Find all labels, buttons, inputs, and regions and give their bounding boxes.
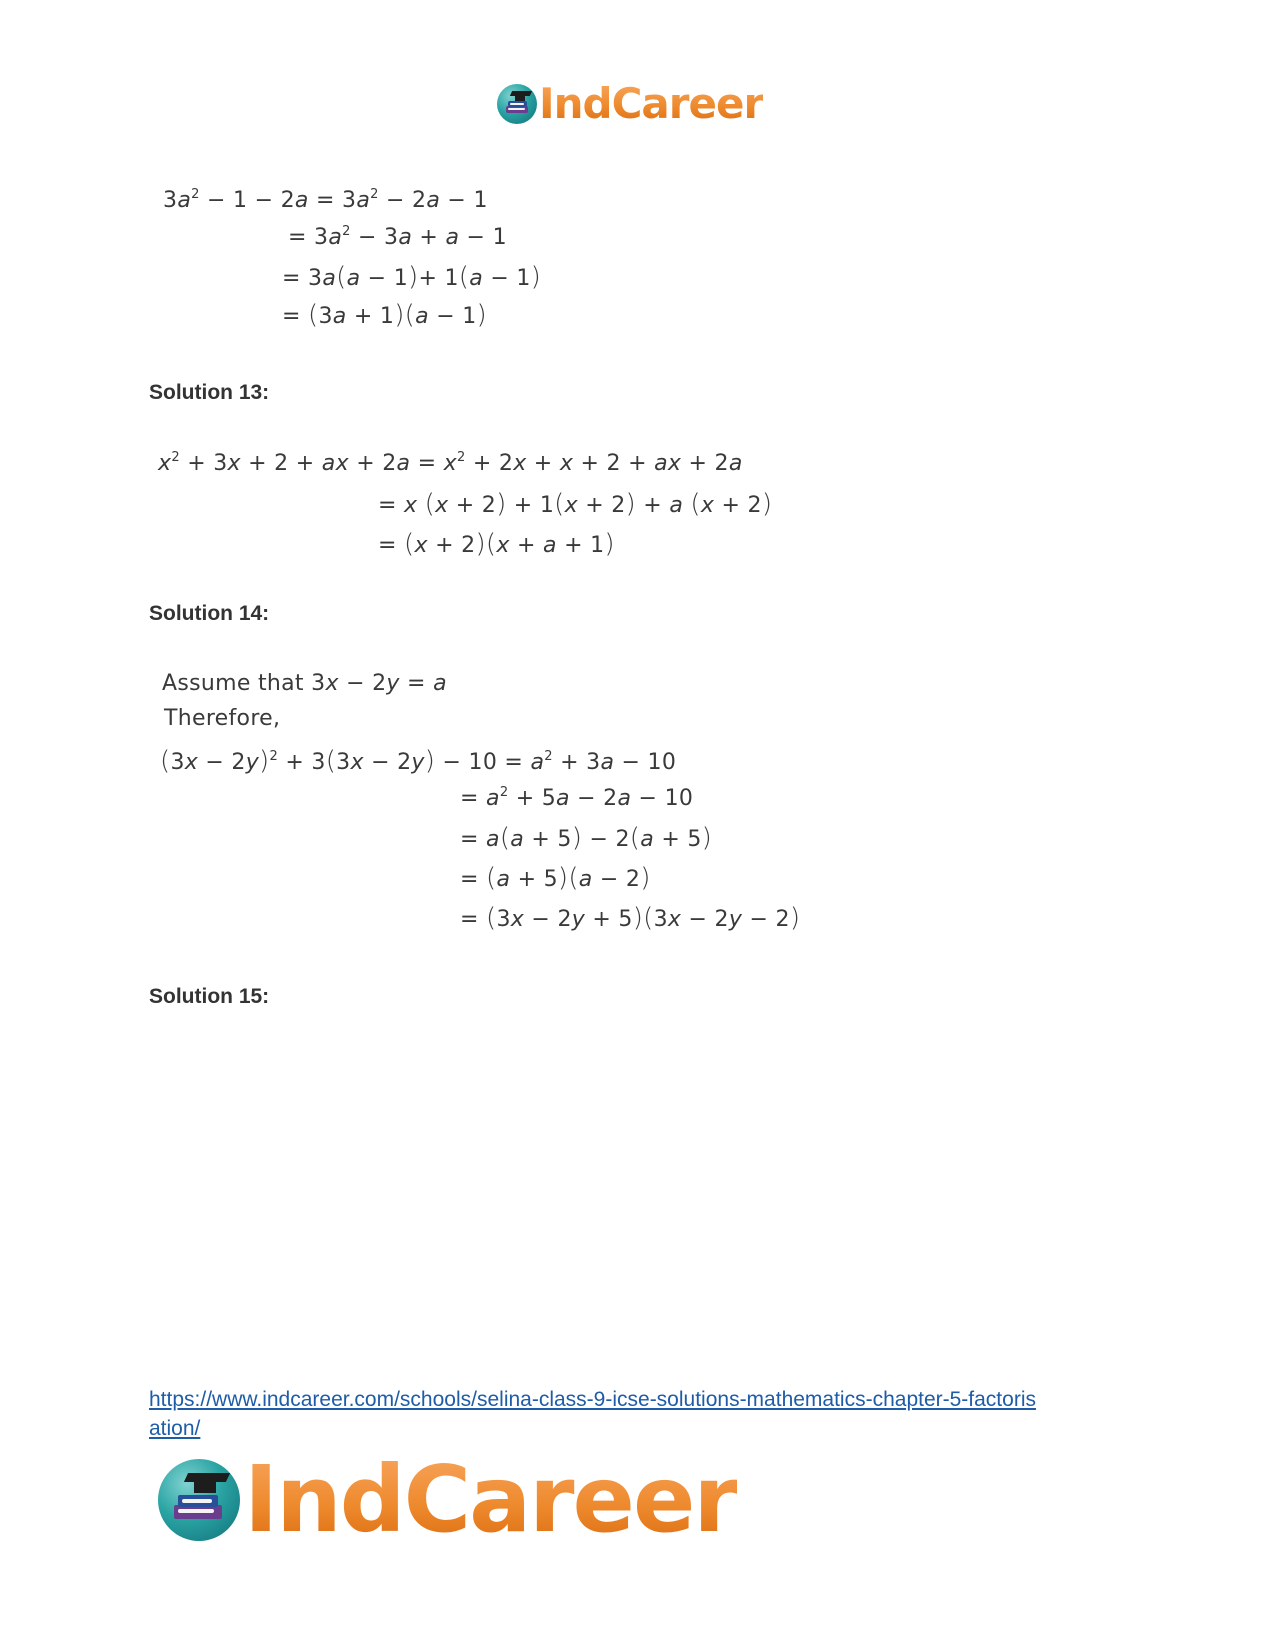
footer-logo <box>158 1446 737 1553</box>
math-line: $3a^2 - 1 - 2a = 3a^2 - 2a - 1$ <box>163 187 488 213</box>
solution-14-heading: Solution 14: <box>149 602 270 625</box>
header-logo <box>497 80 763 128</box>
math-intro: Assume that 3x − 2y = a <box>162 671 447 696</box>
math-line: = $a^2 + 5a - 2a - 10$ <box>460 785 694 811</box>
math-line: = $3a^2 - 3a + a - 1$ <box>288 224 507 250</box>
math-line: $x^2 + 3x + 2$ + ax + $2a = x^2 + 2x + x + 2$ + ax + 2a <box>158 450 743 476</box>
math-therefore: Therefore, <box>164 706 281 731</box>
source-link-line-1[interactable]: https://www.indcareer.com/schools/selina-class-9-icse-solutions-mathematics-chapter-5-factoris <box>149 1388 1036 1411</box>
math-line: = (x + 2)(x + a + 1) <box>378 529 615 559</box>
source-link-line-2[interactable]: ation/ <box>149 1417 201 1440</box>
solution-15-heading: Solution 15: <box>149 985 270 1008</box>
graduation-cap-books-icon <box>158 1459 240 1541</box>
solution-13-heading: Solution 13: <box>149 381 270 404</box>
logo-wordmark: IndCareer <box>244 1446 737 1553</box>
logo-wordmark: IndCareer <box>539 79 764 128</box>
math-line: $(3x - 2y)^2 + 3(3x - 2y) - 10 = a^2 + 3a - 10$ <box>160 746 677 776</box>
math-line: = a(a + 5) − 2(a + 5) <box>460 823 713 853</box>
math-line: = (3x − 2y + 5)(3x − 2y − 2) <box>460 903 801 933</box>
math-line: = (3a + 1)(a − 1) <box>282 300 487 330</box>
math-line: = 3a(a − 1)+ 1(a − 1) <box>282 262 542 292</box>
graduation-cap-books-icon <box>497 84 537 124</box>
math-line: = x (x + 2) + 1(x + 2) + a (x + 2) <box>378 489 773 519</box>
math-line: = (a + 5)(a − 2) <box>460 863 651 893</box>
